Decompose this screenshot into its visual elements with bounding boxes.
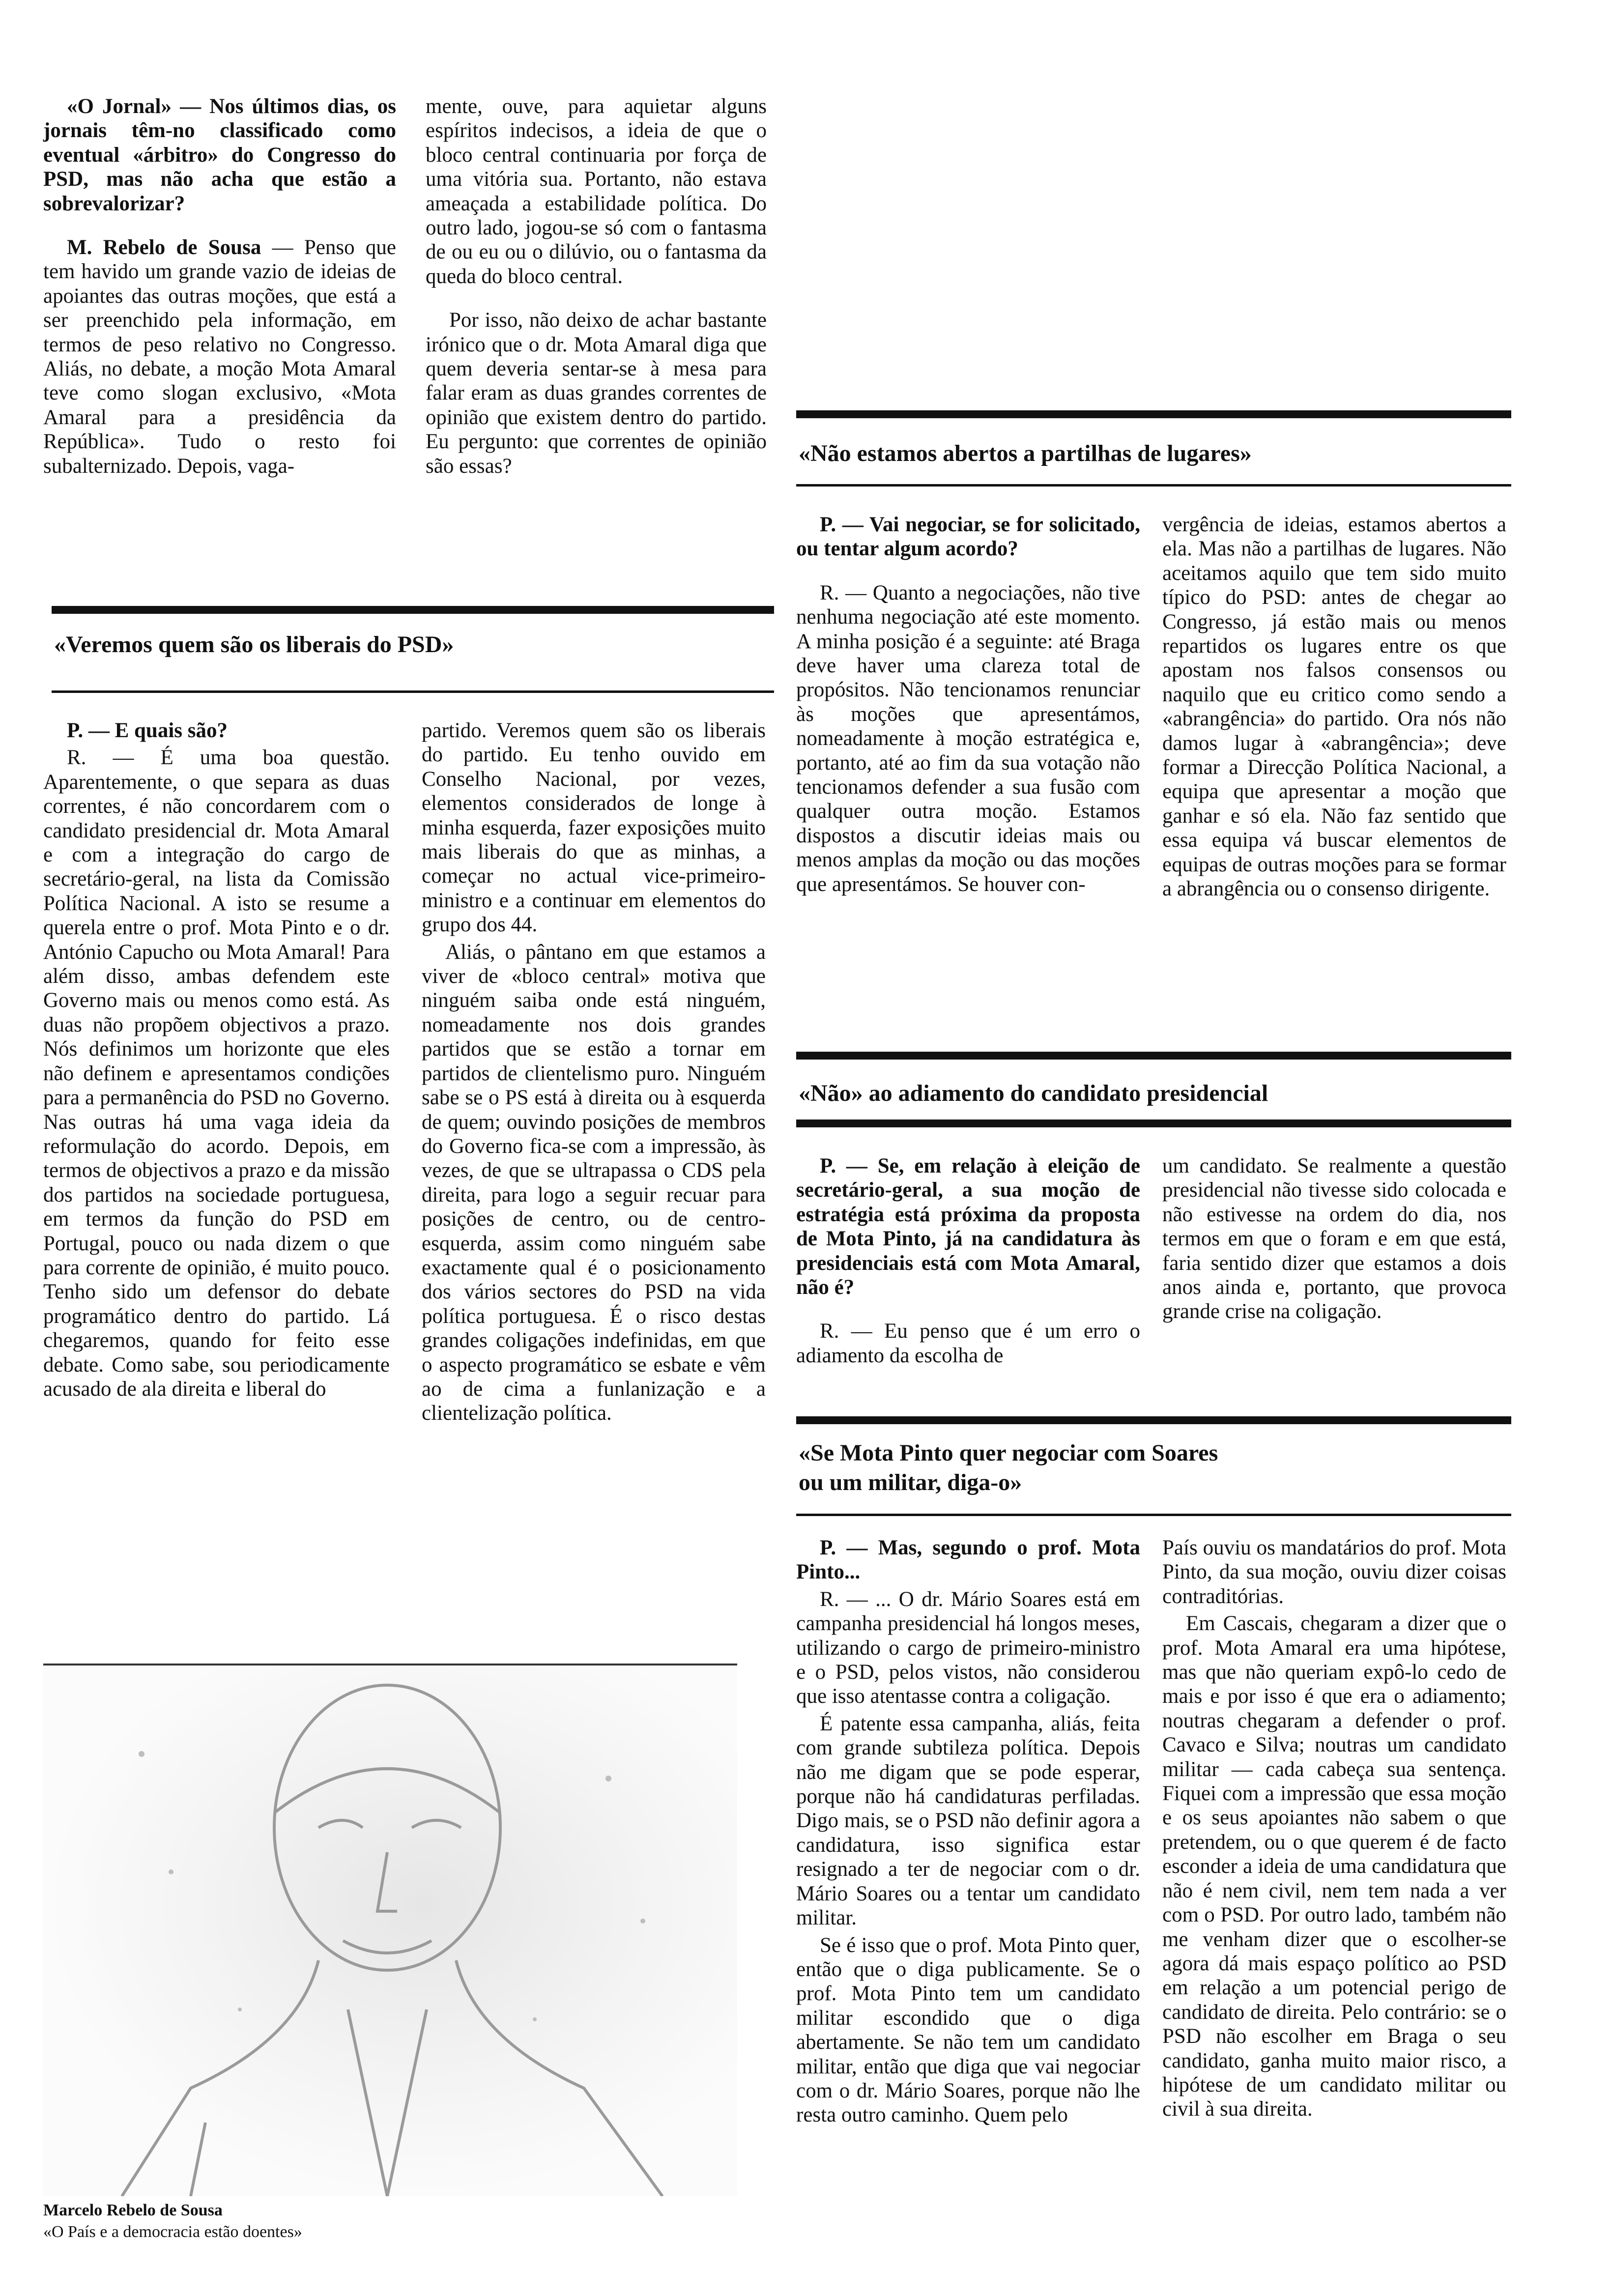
column-1-liberais [43,718,390,1401]
caption-quote: «O País e a democracia estão doentes» [43,2223,302,2241]
section-rule-bottom [796,484,1511,487]
column-1-top [43,94,396,478]
column-1-adiamento [796,1154,1140,1368]
paragraph: vergência de ideias, estamos abertos a ela. Mas não a partilhas de lugares. Não aceitamos aquilo que tem sido muito típico do PSD: antes de chegar ao Congresso, já estão mais ou menos repartidos os lugares entre os que apostam nos falsos consensos ou naquilo que eu critico como sendo a «abrangência» do partido. Ora nós não damos lugar à «abrangência»; deve formar a Direcção Política Nacional, a equipa que apresentar a moção que ganhar e só ela. Não faz sentido que essa equipa vá buscar elementos de equipas de outras moções para se formar a abrangência ou o consenso dirigente. [1162,513,1506,901]
interview-answer: R. — Eu penso que é um erro o adiamento da escolha de [796,1320,1140,1367]
column-2-soares [1162,1536,1506,2122]
column-2-partilhas [1162,513,1506,901]
interview-question: «O Jornal» — Nos últimos dias, os jornais têm-no classificado como eventual «árbitro» do Congresso do PSD, mas não acha que estão a sobrevalorizar? [43,95,396,215]
paragraph: É patente essa campanha, aliás, feita com grande subtileza política. Depois não me digam que se pode esperar, porque não há candidaturas perfiladas. Digo mais, se o PSD não definir agora a candidatura, isso significa estar resignado a ter de negociar com o dr. Mário Soares ou a tentar um candidato militar. [796,1712,1140,1930]
portrait-sketch-icon [43,1665,737,2196]
heading-line-1: «Se Mota Pinto quer negociar com Soares [799,1440,1218,1466]
column-2-adiamento [1162,1154,1506,1324]
answer-text: — Penso que tem havido um grande vazio de ideias de apoiantes das outras moções, que está a ser preenchido pela informação, em termos de peso relativo no Congresso. Aliás, no debate, a moção Mota Amaral teve como slogan exclusivo, «Mota Amaral para a presidência da República». Tudo o resto foi subalternizado. Depois, vaga- [43,236,396,478]
section-rule-top [796,410,1511,418]
interview-answer [43,235,396,478]
section-rule-top [796,1416,1511,1424]
paragraph: partido. Veremos quem são os liberais do partido. Eu tenho ouvido em Conselho Nacional, por vezes, elementos considerados de longe à minha esquerda, fazer exposições muito mais liberais do que as minhas, a começar no actual vice-primeiro-ministro e a continuar em elementos do grupo dos 44. [422,719,766,937]
section-heading-soares [799,1438,1218,1497]
paragraph: Se é isso que o prof. Mota Pinto quer, então que o diga publicamente. Se o prof. Mota Pinto tem um candidato militar escondido que o diga abertamente. Se não tem um candidato militar, então que diga que vai negociar com o dr. Mário Soares, porque não lhe resta outro caminho. Quem pelo [796,1933,1140,2127]
paragraph: um candidato. Se realmente a questão presidencial não tivesse sido colocada e não estivesse na ordem do dia, nos termos em que o foram e em que está, faria sentido dizer que estamos a dois anos ainda e, portanto, que provoca grande crise na coligação. [1162,1154,1506,1323]
section-heading-partilhas: «Não estamos abertos a partilhas de lugares» [799,440,1252,466]
portrait-photo [43,1664,737,2196]
section-rule-bottom [52,690,774,693]
column-1-partilhas [796,513,1140,896]
section-rule-bottom [796,1514,1511,1516]
answer-speaker: M. Rebelo de Sousa [67,236,261,259]
interview-answer: R. — ... O dr. Mário Soares está em campanha presidencial há longos meses, utilizando o cargo de primeiro-ministro e o PSD, pelos vistos, não considerou que isso atentasse contra a coligação. [796,1587,1140,1708]
paragraph: Por isso, não deixo de achar bastante irónico que o dr. Mota Amaral diga que quem deveria sentar-se à mesa para falar eram as duas grandes correntes de opinião que existem dentro do partido. Eu pergunto: que correntes de opinião são essas? [426,309,767,478]
paragraph: País ouviu os mandatários do prof. Mota Pinto, da sua moção, ouviu dizer coisas contraditórias. [1162,1536,1506,1608]
section-rule-bottom [796,1119,1511,1127]
interview-question: P. — Mas, segundo o prof. Mota Pinto... [796,1536,1140,1584]
paragraph: Em Cascais, chegaram a dizer que o prof. Mota Amaral era uma hipótese, mas que não queriam expô-lo cedo de mais e por isso é que era o adiamento; noutras chegaram a defender o prof. Cavaco e Silva; noutras um candidato militar — cada cabeça sua sentença. Fiquei com a impressão que essa moção e os seus apoiantes não sabem o que pretendem, ou o que querem é de facto esconder a ideia de uma candidatura que não é nem civil, nem tem nada a ver com o PSD. Por outro lado, também não me venham dizer que o escolher-se agora dá mais espaço político ao PSD em relação a um potencial perigo de candidato de direita. Pelo contrário: se o PSD não escolher em Braga o seu candidato, ganha muito maior risco, a hipótese de um candidato militar ou civil à sua direita. [1162,1612,1506,2121]
photo-caption [43,2200,737,2243]
caption-name: Marcelo Rebelo de Sousa [43,2201,223,2219]
section-rule-top [52,606,774,614]
section-rule-top [796,1052,1511,1060]
section-heading-adiamento: «Não» ao adiamento do candidato presidencial [799,1080,1268,1106]
section-heading-liberais: «Veremos quem são os liberais do PSD» [54,631,454,658]
interview-question: P. — E quais são? [67,719,228,742]
heading-line-2: ou um militar, diga-o» [799,1469,1022,1495]
interview-answer: R. — Quanto a negociações, não tive nenhuma negociação até este momento. A minha posição é a seguinte: até Braga deve haver uma clareza total de propósitos. Não tencionamos renunciar às moções que apresentámos, nomeadamente à moção estratégica e, portanto, até ao fim da sua votação não tencionamos defender a sua fusão com qualquer outra moção. Estamos dispostos a discutir ideias mais ou menos amplas da moção ou das moções que apresentámos. Se houver con- [796,581,1140,896]
interview-question: P. — Se, em relação à eleição de secretário-geral, a sua moção de estratégia está próxima da proposta de Mota Pinto, já na candidatura às presidenciais está com Mota Amaral, não é? [796,1154,1140,1299]
paragraph: Aliás, o pântano em que estamos a viver de «bloco central» motiva que ninguém saiba onde está ninguém, nomeadamente nos dois grandes partidos que se estão a tornar em partidos de clientelismo puro. Ninguém sabe se o PS está à direita ou à esquerda de quem; ouvindo posições de membros do Governo fica-se com a impressão, às vezes, de que se ultrapassa o CDS pela direita, para logo a seguir recuar para posições de centro, ou de centro-esquerda, assim como ninguém sabe exactamente qual é o posicionamento dos vários sectores do PSD na vida política portuguesa. É o risco destas grandes coligações indefinidas, em que o aspecto programático se esbate e vêm ao de cima a funlanização e a clientelização política. [422,940,766,1425]
column-2-top [426,94,767,478]
interview-question: P. — Vai negociar, se for solicitado, ou tentar algum acordo? [796,513,1140,561]
interview-answer: R. — É uma boa questão. Aparentemente, o que separa as duas correntes, é não concordarem com o candidato presidencial dr. Mota Amaral e com a integração do cargo de secretário-geral, na lista da Comissão Política Nacional. A isto se resume a querela entre o prof. Mota Pinto e o dr. António Capucho ou Mota Amaral! Para além disso, ambas defendem este Governo mais ou menos como está. As duas não propõem objectivos a prazo. Nós definimos um horizonte que eles não definem e apresentamos condições para a permanência do PSD no Governo. Nas outras há uma vaga ideia da reformulação do acordo. Depois, em termos de objectivos a prazo e da missão dos partidos na sociedade portuguesa, em termos da função do PSD em Portugal, pouco ou nada dizem o que para corrente de opinião, é muito pouco. Tenho sido um defensor do debate programático dentro do partido. Lá chegaremos, quando for feito esse debate. Como sabe, sou periodicamente acusado de ala direita e liberal do [43,746,390,1401]
paragraph: mente, ouve, para aquietar alguns espíritos indecisos, a ideia de que o bloco central continuaria por força de uma vitória sua. Portanto, não estava ameaçada a estabilidade política. Do outro lado, jogou-se só com o fantasma de ou eu ou o dilúvio, ou o fantasma da queda do bloco central. [426,95,767,288]
column-1-soares [796,1536,1140,2127]
column-2-liberais [422,718,766,1426]
